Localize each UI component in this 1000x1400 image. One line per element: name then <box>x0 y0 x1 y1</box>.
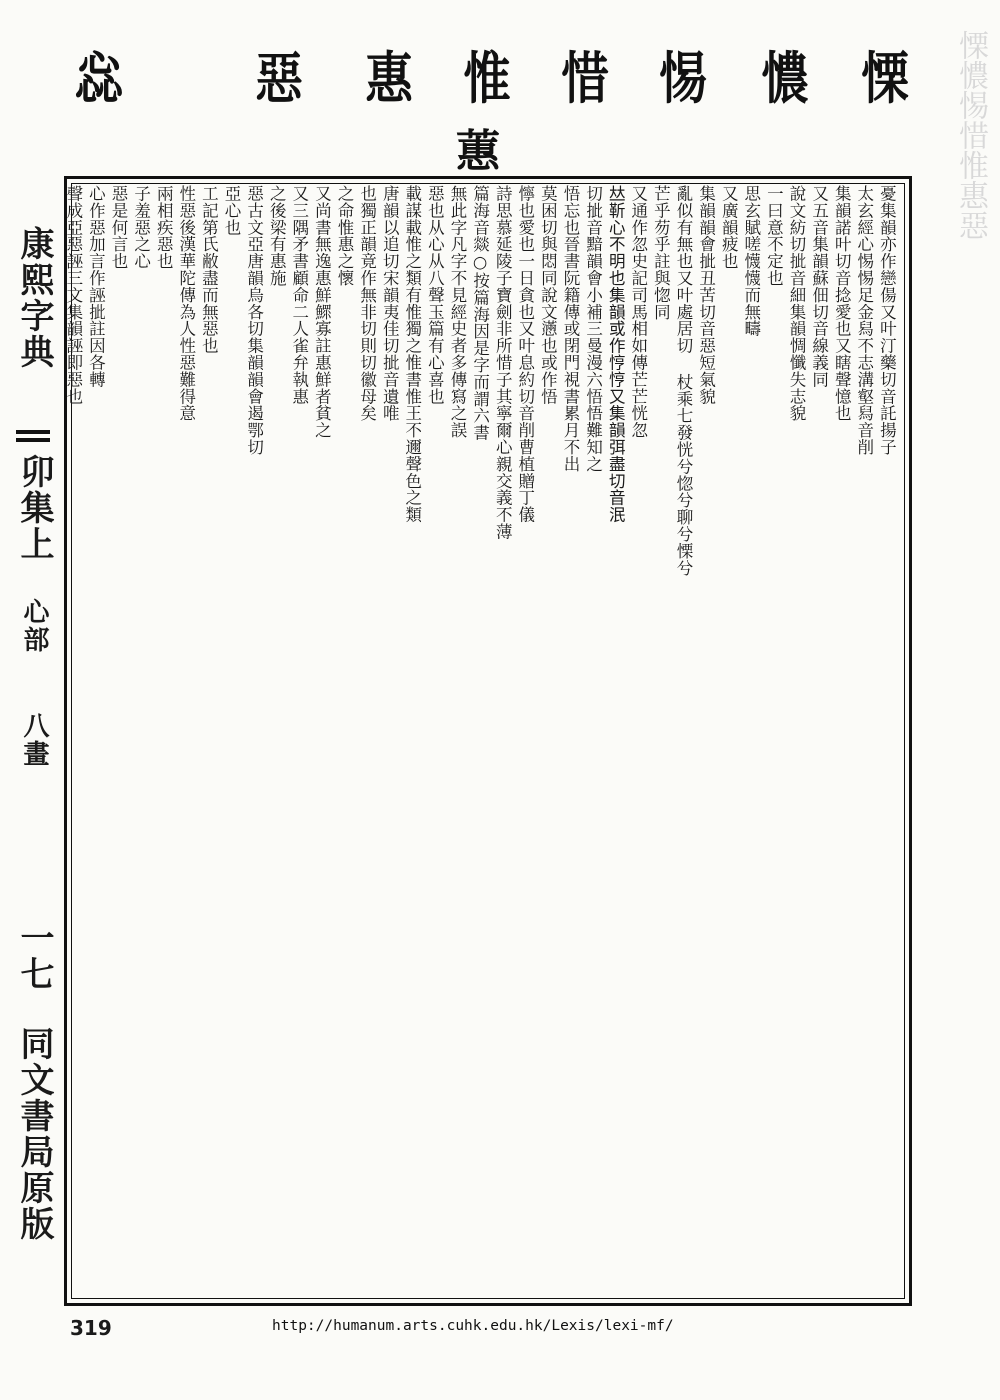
text-column: 之命惟惠之懷 <box>335 185 354 287</box>
seal-char: 惢 <box>75 46 123 112</box>
text-column: 憂集韻亦作戀偒又叶汀藥切音託揚子 <box>877 185 897 456</box>
text-column: 惡是何言也 <box>109 185 128 270</box>
publisher-label: 同文書局原版 <box>14 1026 54 1242</box>
text-column: 兩相疾惡也 <box>154 185 174 270</box>
bleed-through-text: 慄憹惕惜惟惠惡 <box>953 30 988 240</box>
margin-rule <box>16 438 50 442</box>
text-column: 篇海音燚○按篇海因是字而謂六書 <box>470 185 490 441</box>
text-column: 說文紡切㧗音細集韻惆懺失志貌 <box>787 185 806 422</box>
text-column: 莫困切與悶同說文懣也或作悟 <box>538 185 558 405</box>
text-column: 切㧗音黯韻會小補三曼漫六悟悟難知之 <box>583 185 603 473</box>
text-column: 之後梁有惠施 <box>267 185 287 287</box>
text-column: 亂似有無也又叶處居切 杖乘七發恍兮惚兮聊兮慄兮 <box>674 185 693 577</box>
book-title: 康熙字典 <box>14 226 54 370</box>
text-column: 惡也从心从八聲玉篇有心喜也 <box>425 185 445 405</box>
source-url-link[interactable]: http://humanum.arts.cuhk.edu.hk/Lexis/lexi-mf/ <box>272 1318 674 1334</box>
text-column: 又通作忽史記司馬相如傳芒芒恍忽 <box>628 185 648 439</box>
margin-rule <box>16 430 50 434</box>
stroke-label: 八畫 <box>19 712 49 768</box>
seal-char: 惕 <box>659 46 707 112</box>
text-column: 集韻諾叶切音捻愛也又瞎聲憶也 <box>832 185 852 422</box>
seal-char: 憹 <box>761 46 809 112</box>
text-column: 𠀤靳心不明也集韻或作悙悙又集韻弭盡切音泯 <box>606 185 626 523</box>
text-column: 又三隅矛書顧命二人雀弁執惠 <box>289 185 309 405</box>
text-column: 懧也愛也一日貪也又叶息約切音削曹植贈丁儀 <box>515 185 535 523</box>
text-column: 一曰意不定也 <box>764 185 784 287</box>
seal-char: 惟 <box>463 46 511 112</box>
seal-char: 惡 <box>255 46 303 112</box>
text-column: 芒乎芴乎註與惚同 <box>651 185 671 321</box>
seal-script-header <box>60 40 920 177</box>
folio-label: 一七 <box>14 920 54 992</box>
text-column: 又尚書無逸惠鮮鰥寡註惠鮮者貧之 <box>312 185 332 439</box>
text-column: 工記第氏敝盡而無惡也 <box>199 185 219 354</box>
text-column: 亞心也 <box>222 185 241 236</box>
seal-char: 慄 <box>861 46 909 112</box>
text-column: 無此字凡字不見經史者多傳寫之誤 <box>448 185 467 439</box>
text-column: 性惡後漢華陀傳為人性惡難得意 <box>176 185 196 422</box>
text-column: 悟忘也晉書阮籍傳或閉門視書累月不出 <box>561 185 580 473</box>
radical-label: 心部 <box>19 598 49 654</box>
text-column: 又廣韻疲也 <box>719 185 739 270</box>
page-number: 319 <box>70 1316 112 1340</box>
text-frame <box>64 176 912 1306</box>
text-column: 子羞惡之心 <box>131 185 151 270</box>
volume-label: 卯集上 <box>14 454 54 562</box>
text-column: 太玄經心惕惕足金舄不志溝壑舄音削 <box>854 185 874 456</box>
text-column: 載謀載惟之類有惟獨之惟書惟王不邇聲色之類 <box>402 185 422 523</box>
text-column: 思玄賦嗟懱懱而無疇 <box>741 185 761 338</box>
seal-char: 惜 <box>561 46 609 112</box>
text-column: 也獨正韻竟作無非切則切徽母矣 <box>357 185 377 422</box>
text-column: 又五音集韻蘇佃切音線義同 <box>809 185 829 388</box>
seal-char: 惠 <box>365 46 413 112</box>
text-column: 集韻韻會㧗丑苦切音惡短氣貌 <box>696 185 716 405</box>
left-margin-heading <box>8 226 60 1306</box>
text-column: 唐韻以追切宋韻夷佳切㧗音遺唯 <box>380 185 400 422</box>
text-column: 詩思慕延陵子寶劍非所惜子其寧爾心親交義不薄 <box>493 185 513 540</box>
text-column: 惡古文亞唐韻烏各切集韻韻會遏鄂切 <box>244 185 264 456</box>
text-column: 心作惡加言作誣㧗註因各轉 <box>86 185 106 388</box>
text-column: 聲成亞惡誣三文集韻誣即惡也 <box>63 185 83 405</box>
seal-sub-char: 蕙 <box>456 126 500 177</box>
